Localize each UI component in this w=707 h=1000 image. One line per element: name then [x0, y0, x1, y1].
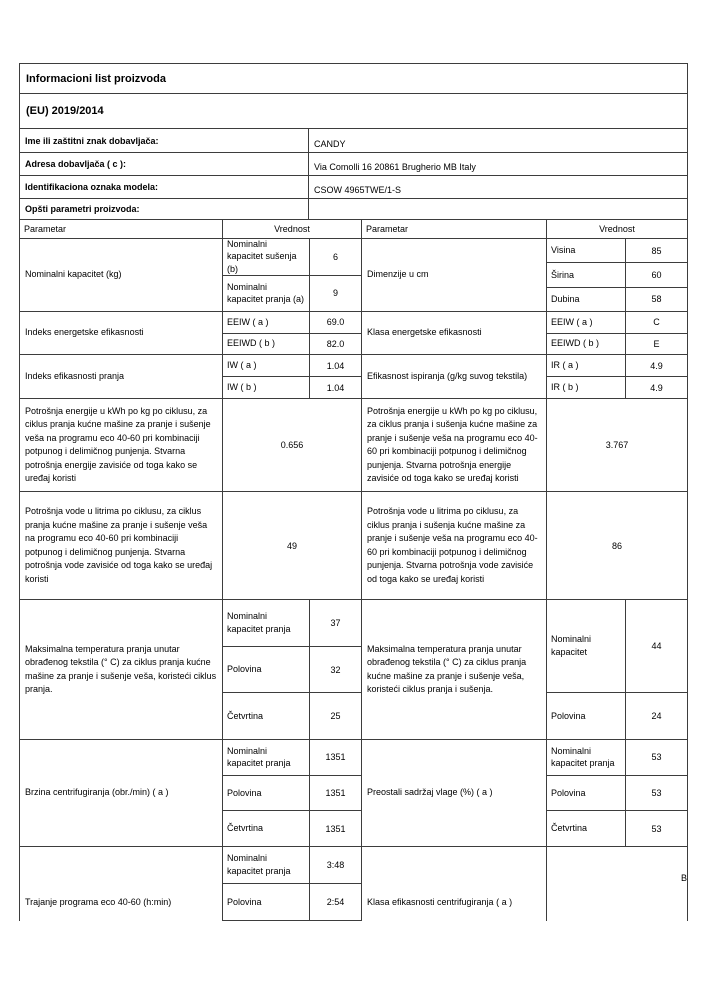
param-max-temp-wash: Maksimalna temperatura pranja unutar obrađenog tekstila (° C) za ciklus pranja kućne mašine za pranje i sušenje veša, koristeći ciklus pranja.	[25, 643, 217, 694]
subrow	[547, 287, 687, 311]
sub-value: 69.0	[309, 312, 361, 333]
subrow	[547, 239, 687, 262]
subrow	[223, 275, 361, 312]
param-energy-consumption-washdry: Potrošnja energije u kWh po kg po ciklusu, za ciklus pranja i sušenja kućne mašine za pranje i sušenje veša na programu eco 40-60 pri kombinaciji potpunog i delimičnog punjenja. Stvarna potrošnja energije zavisiće od toga kako se uređaj koristi	[367, 405, 538, 483]
param-energy-consumption-wash: Potrošnja energije u kWh po kg po ciklusu, za ciklus pranja kućne mašine za pranje i sušenje veša na programu eco 40-60 pri kombinaciji potpunog i delimičnog punjenja. Stvarna potrošnja energije zavisiće od toga kako se uređaj koristi	[25, 405, 211, 483]
sub-value: 82.0	[309, 334, 361, 355]
subrow	[223, 810, 361, 846]
subrow	[547, 262, 687, 286]
param-nominal-capacity: Nominalni kapacitet (kg)	[25, 269, 122, 280]
sub-value: 58	[625, 288, 687, 311]
subrow	[223, 600, 361, 646]
row-group-spin-moisture	[20, 739, 687, 846]
sub-label: IR ( b )	[551, 382, 579, 393]
supplier-name-row	[20, 128, 687, 152]
value-water-consumption-washdry: 86	[546, 492, 687, 599]
general-parameters-row	[20, 198, 687, 219]
supplier-address-label: Adresa dobavljača ( c ):	[25, 159, 127, 169]
supplier-address-value: Via Comolli 16 20861 Brugherio MB Italy	[308, 153, 687, 175]
row-group-energy-consumption	[20, 398, 687, 491]
row-group-capacity-dimensions	[20, 238, 687, 311]
subtable-energy-index	[222, 312, 362, 354]
subtable-capacity	[222, 239, 362, 311]
row-group-energy-index-class	[20, 311, 687, 354]
sub-value: E	[625, 334, 687, 355]
supplier-name-value: CANDY	[308, 129, 687, 152]
sub-value: 85	[625, 239, 687, 262]
column-header-parametar-left: Parametar	[24, 224, 67, 234]
value-spin-class: B	[546, 847, 687, 921]
value-water-consumption-wash: 49	[222, 492, 362, 599]
subrow	[547, 376, 687, 398]
sub-label: Četvrtina	[551, 823, 588, 834]
sub-label: EEIW ( a )	[227, 316, 269, 327]
subrow	[547, 333, 687, 355]
regulation-reference: (EU) 2019/2014	[20, 93, 687, 128]
sub-value: 44	[625, 600, 687, 692]
sub-value: 4.9	[625, 377, 687, 398]
sub-value: 53	[625, 811, 687, 846]
page-title: Informacioni list proizvoda	[26, 72, 166, 85]
sub-value: 6	[309, 239, 361, 275]
subtable-rinse-efficiency	[546, 355, 687, 398]
sub-label: EEIWD ( b )	[551, 338, 600, 349]
sub-value: 24	[625, 693, 687, 739]
sub-label: Četvrtina	[227, 823, 264, 834]
param-wash-index: Indeks efikasnosti pranja	[25, 370, 125, 381]
sub-label: IW ( b )	[227, 382, 257, 393]
column-header-parametar-right: Parametar	[366, 224, 409, 234]
sub-value: 53	[625, 776, 687, 811]
sub-value: 9	[309, 276, 361, 312]
sub-label: Nominalni kapacitet pranja	[227, 611, 291, 634]
sub-label: Četvrtina	[227, 710, 264, 721]
subrow	[223, 646, 361, 693]
subrow	[223, 376, 361, 398]
sub-value: 2:54	[309, 884, 361, 920]
sub-label: Nominalni kapacitet pranja	[227, 745, 291, 769]
subrow	[547, 740, 687, 775]
subrow	[223, 740, 361, 775]
supplier-address-row	[20, 152, 687, 175]
sub-value: 3:48	[309, 847, 361, 883]
sub-label: Nominalni kapacitet sušenja (b)	[227, 238, 297, 275]
subrow	[547, 600, 687, 692]
model-id-value: CSOW 4965TWE/1-S	[308, 176, 687, 198]
sub-label: EEIWD ( b )	[227, 338, 276, 349]
param-water-consumption-wash: Potrošnja vode u litrima po ciklusu, za ciklus pranja kućne mašine za pranje i sušenje veša na programu eco 40-60 pri kombinaciji potpunog i delimičnog punjenja. Stvarna potrošnja vode zavisiće od toga kako se uređaj koristi	[25, 506, 213, 584]
param-spin-class: Klasa efikasnosti centrifugiranja ( a )	[367, 896, 513, 907]
product-fiche	[19, 63, 688, 921]
table-header-row	[20, 219, 687, 238]
subtable-program-duration	[222, 847, 362, 921]
subtable-residual-moisture	[546, 740, 687, 846]
sub-label: IW ( a )	[227, 360, 257, 371]
param-water-consumption-washdry: Potrošnja vode u litrima po ciklusu, za ciklus pranja i sušenja kućne mašine za pranje i sušenje veša na programu eco 40-60 pri kombinaciji potpunog i delimičnog punjenja. Stvarna potrošnja vode zavisiće od toga kako se uređaj koristi	[367, 506, 538, 584]
param-energy-index: Indeks energetske efikasnosti	[25, 327, 144, 338]
sub-label: Nominalni kapacitet pranja	[551, 745, 615, 769]
subtable-dimensions	[546, 239, 687, 311]
sub-value: 37	[309, 600, 361, 646]
subrow	[547, 692, 687, 739]
sub-label: Širina	[551, 269, 575, 280]
subtable-energy-class	[546, 312, 687, 354]
general-parameters-empty-cell	[308, 199, 687, 219]
sub-label: Nominalni kapacitet pranja (a)	[227, 281, 305, 305]
row-group-water-consumption	[20, 491, 687, 599]
param-residual-moisture: Preostali sadržaj vlage (%) ( a )	[367, 787, 493, 798]
subrow	[223, 692, 361, 739]
sub-value: 25	[309, 693, 361, 739]
column-header-vrednost-right: Vrednost	[546, 220, 687, 238]
subrow	[223, 333, 361, 355]
sub-label: IR ( a )	[551, 360, 579, 371]
sub-label: EEIW ( a )	[551, 316, 593, 327]
subtable-wash-index	[222, 355, 362, 398]
sub-label: Visina	[551, 245, 576, 256]
sub-label: Nominalni kapacitet pranja	[227, 853, 291, 876]
sub-value: 1351	[309, 740, 361, 775]
value-energy-consumption-washdry: 3.767	[546, 399, 687, 491]
param-energy-class: Klasa energetske efikasnosti	[367, 327, 482, 338]
subrow	[547, 775, 687, 811]
sub-label: Polovina	[227, 664, 262, 675]
value-energy-consumption-wash: 0.656	[222, 399, 362, 491]
general-parameters-label: Opšti parametri proizvoda:	[25, 204, 140, 214]
sub-label: Nominalni kapacitet	[551, 634, 592, 657]
param-program-duration: Trajanje programa eco 40-60 (h:min)	[25, 896, 172, 907]
subrow	[223, 883, 361, 921]
subtable-max-temp-washdry	[546, 600, 687, 739]
param-spin-speed: Brzina centrifugiranja (obr./min) ( a )	[25, 787, 169, 798]
model-id-label: Identifikaciona oznaka modela:	[25, 182, 159, 192]
subrow	[547, 312, 687, 333]
row-group-duration-spinclass	[20, 846, 687, 921]
sub-value: 1351	[309, 776, 361, 811]
subrow	[223, 239, 361, 275]
column-header-vrednost-left: Vrednost	[222, 220, 362, 238]
sub-label: Polovina	[227, 896, 262, 907]
sub-value: 1.04	[309, 355, 361, 376]
sub-value: 53	[625, 740, 687, 775]
subrow	[223, 355, 361, 376]
param-dimensions: Dimenzije u cm	[367, 269, 429, 280]
row-group-wash-index-rinse	[20, 354, 687, 398]
subtable-max-temp-wash	[222, 600, 362, 739]
sub-value: C	[625, 312, 687, 333]
sub-value: 1351	[309, 811, 361, 846]
subrow	[223, 775, 361, 811]
sub-value: 1.04	[309, 377, 361, 398]
row-group-max-temperature	[20, 599, 687, 739]
sub-value: 32	[309, 647, 361, 693]
sub-value: 60	[625, 263, 687, 286]
param-rinse-efficiency: Efikasnost ispiranja (g/kg suvog tekstila)	[367, 370, 528, 381]
subrow	[223, 312, 361, 333]
sub-label: Polovina	[551, 787, 586, 798]
sub-label: Dubina	[551, 294, 580, 305]
supplier-name-label: Ime ili zaštitni znak dobavljača:	[25, 135, 159, 146]
subrow	[547, 355, 687, 376]
param-max-temp-washdry: Maksimalna temperatura pranja unutar obrađenog tekstila (° C) za ciklus pranja kućne mašine za pranje i sušenje veša, koristeći ciklus pranja i sušenja.	[367, 643, 527, 694]
subrow	[223, 847, 361, 883]
sub-label: Polovina	[227, 787, 262, 798]
sub-value: 4.9	[625, 355, 687, 376]
subtable-spin-speed	[222, 740, 362, 846]
sub-label: Polovina	[551, 710, 586, 721]
subrow	[547, 810, 687, 846]
model-id-row	[20, 175, 687, 198]
